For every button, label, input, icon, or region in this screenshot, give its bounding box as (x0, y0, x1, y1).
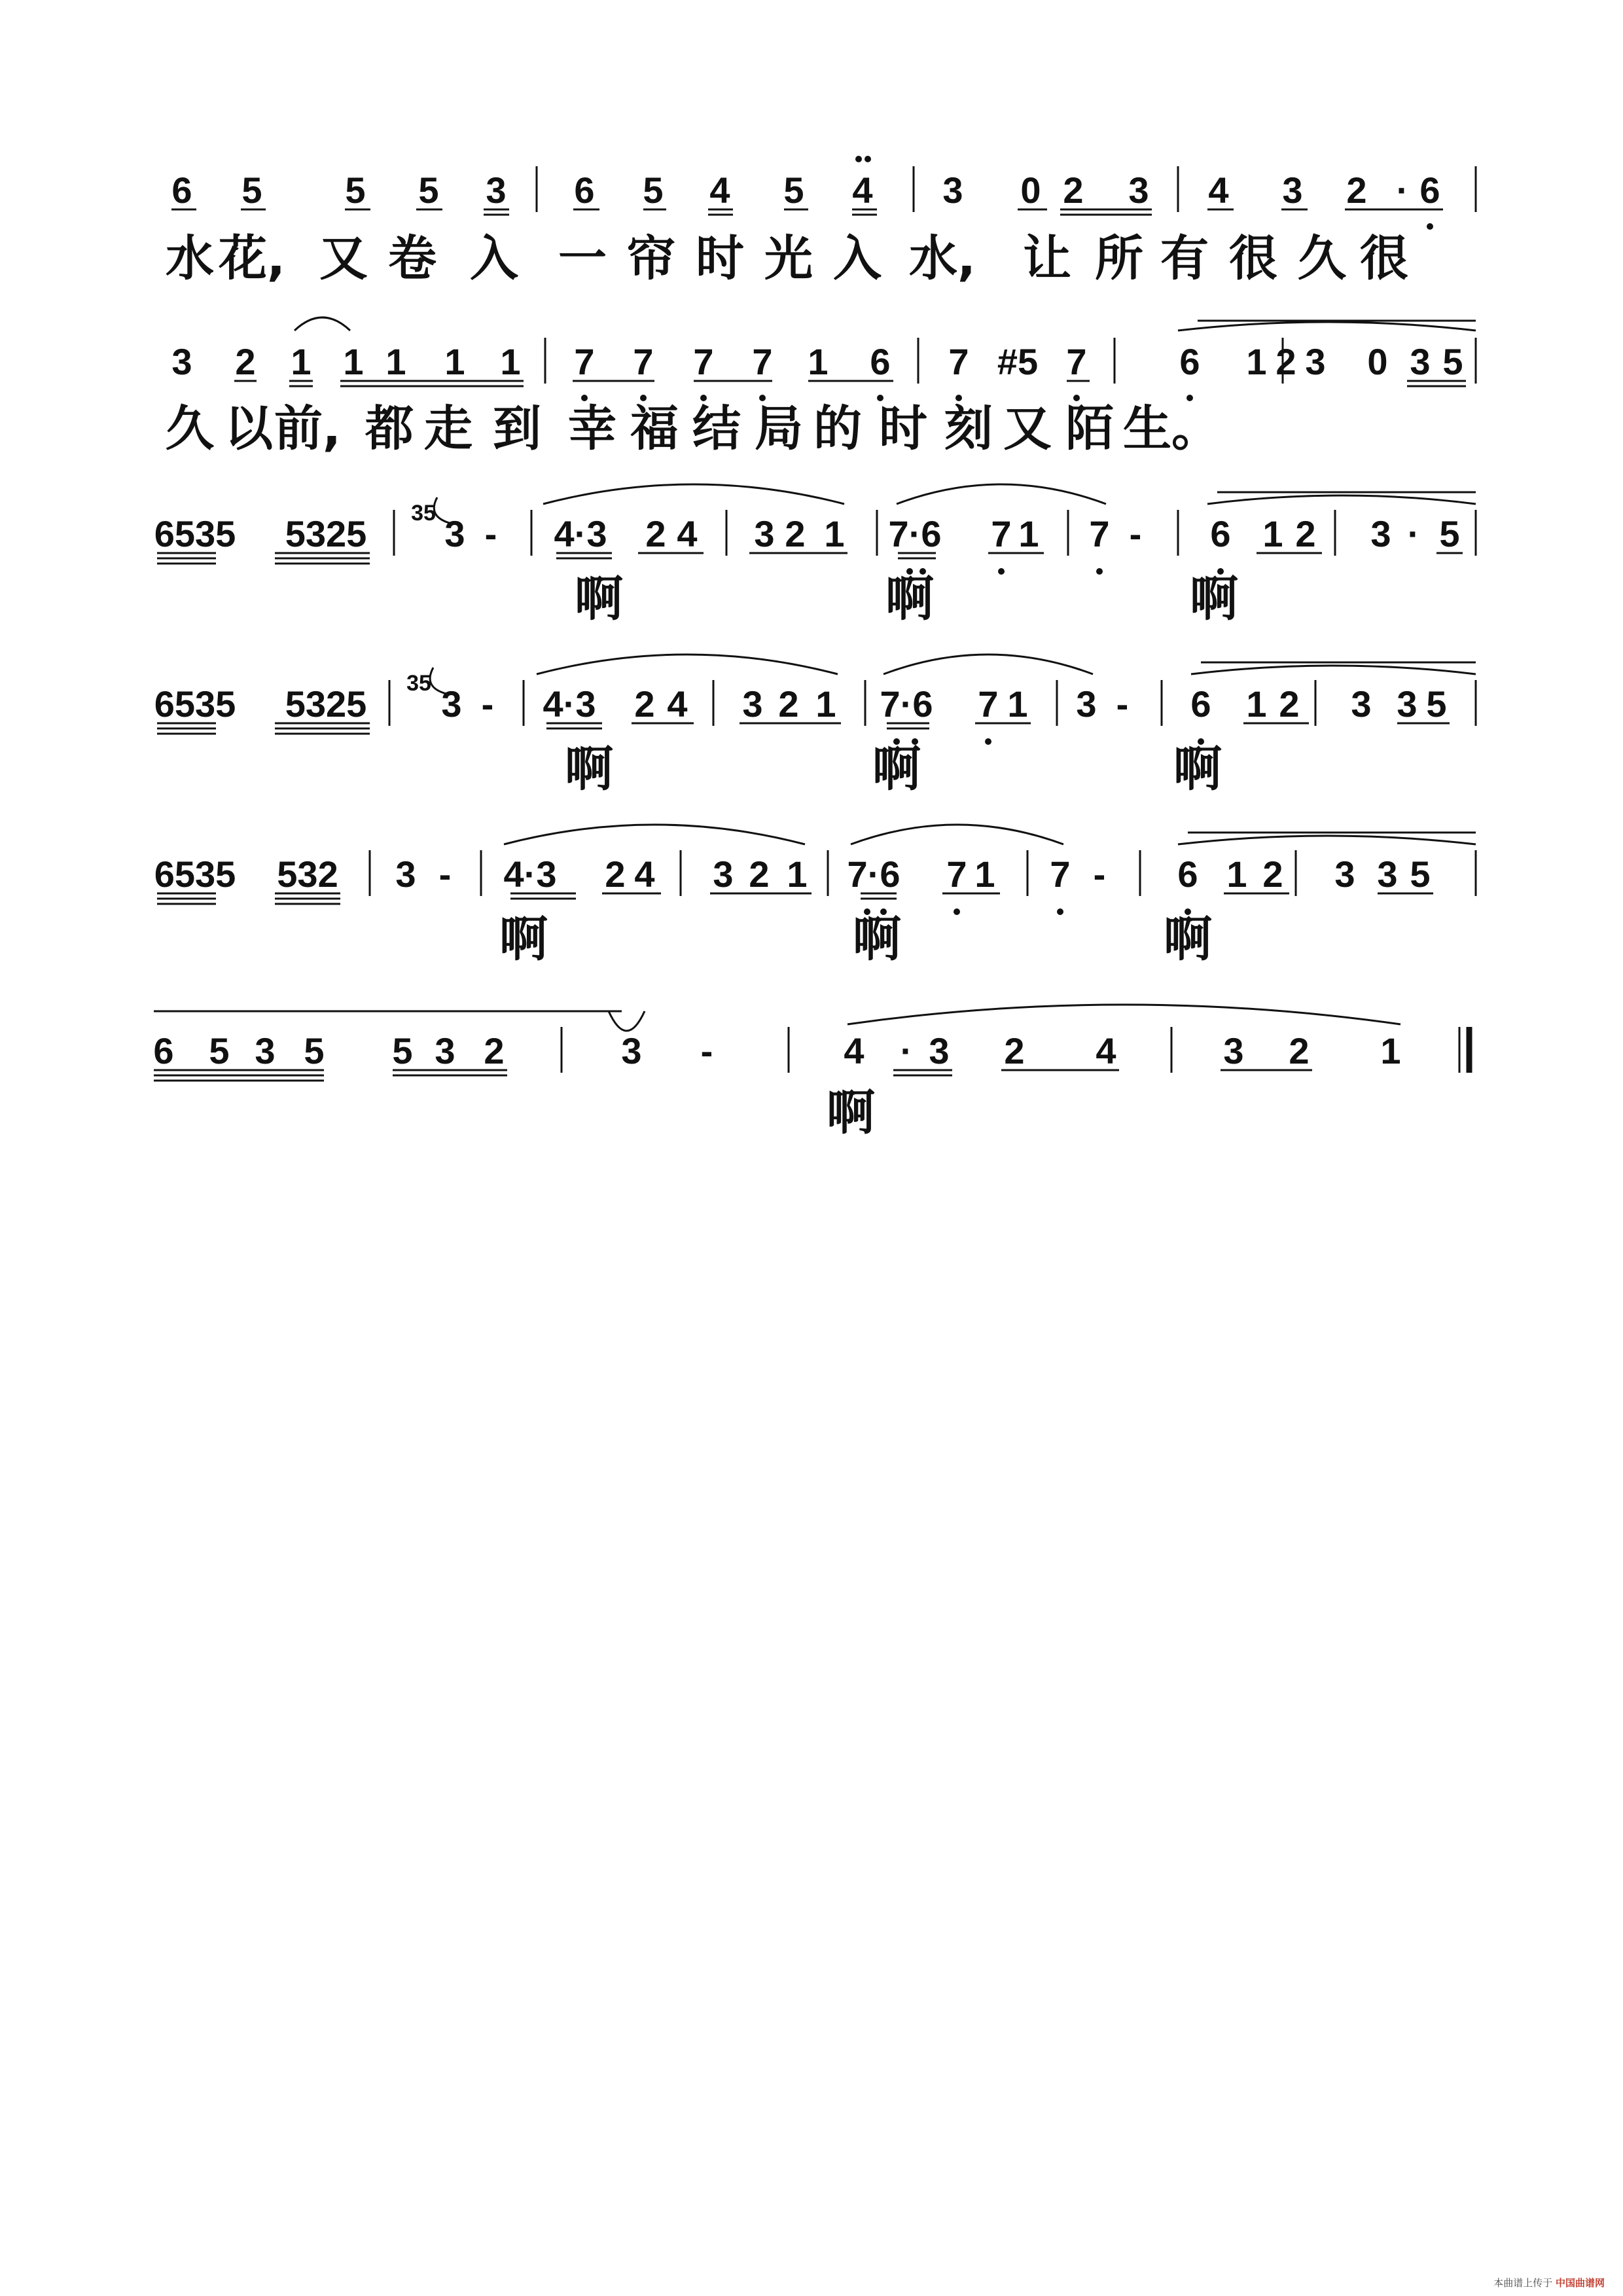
note: 7 (574, 341, 595, 382)
note: 3 (1223, 1030, 1244, 1071)
slur-arc (847, 1005, 1400, 1024)
tie-end (609, 1011, 645, 1031)
note: 3 (1377, 853, 1398, 895)
note: 7 (991, 513, 1012, 554)
site-watermark (1493, 2276, 1605, 2289)
note: 4 (1096, 1030, 1116, 1071)
note: 4·3 (543, 683, 596, 725)
octave-dot-below (985, 738, 991, 745)
lyric-char: 帘 (627, 230, 675, 287)
note: 3 (1397, 683, 1418, 725)
lyric-char: 啊 (853, 911, 901, 967)
note: 1 (1262, 513, 1283, 554)
lyric-char: 水, (908, 230, 976, 287)
lyric-char: 啊 (885, 571, 934, 627)
note: 4 (677, 513, 698, 554)
note: 4 (709, 170, 730, 211)
slur-arc (504, 825, 805, 844)
note: 5 (304, 1030, 325, 1071)
lyric-char: 又 (1003, 401, 1052, 457)
slur-arc (851, 825, 1063, 844)
note: 5 (1426, 683, 1447, 725)
lyric-char: 很 (1360, 230, 1408, 287)
note: 1 (343, 341, 364, 382)
note: 6 (1190, 683, 1211, 725)
note: 6535 (154, 513, 236, 554)
note: 4·3 (503, 853, 557, 895)
lyric-char: 啊 (575, 571, 623, 627)
note: 0 (1020, 170, 1041, 211)
note: - (481, 683, 494, 725)
lyric-char: 一 (558, 230, 607, 287)
note: 1 (1007, 683, 1028, 725)
note: 1 (291, 341, 312, 382)
note: 7 (946, 853, 967, 895)
note: 6 (1419, 170, 1440, 211)
note: 7 (1066, 341, 1087, 382)
note: 5 (1439, 513, 1460, 554)
note: 6 (1210, 513, 1231, 554)
dot-above (865, 156, 871, 162)
note: 5 (643, 170, 664, 211)
lyric-char: 走 (424, 401, 473, 457)
note: 2 (785, 513, 806, 554)
note: 2 (605, 853, 626, 895)
note: 2 (1275, 341, 1296, 382)
note: 1 (815, 683, 836, 725)
note: 2 (235, 341, 256, 382)
note: 7 (1050, 853, 1071, 895)
note: 4 (667, 683, 688, 725)
lyric-char: 啊 (872, 741, 921, 797)
lyric-char: 陌 (1065, 401, 1114, 457)
lyric-char: 以 (224, 401, 273, 457)
lyric-char: 久 (1298, 230, 1346, 287)
slur-arc (1191, 666, 1476, 674)
note: 2 (1279, 683, 1300, 725)
note: 2 (1295, 513, 1316, 554)
note: 4 (852, 170, 873, 211)
note: 1 (1226, 853, 1247, 895)
note: 6 (870, 341, 891, 382)
lyric-char: 结 (692, 401, 741, 457)
lyric-char: 卷 (388, 230, 437, 287)
lyric-char: 的 (813, 401, 862, 457)
lyric-char: 又 (319, 230, 368, 287)
note: 1 (444, 341, 465, 382)
note: 6 (574, 170, 595, 211)
note: 5 (418, 170, 439, 211)
lyric-char: 啊 (1164, 911, 1212, 967)
note: 7·6 (888, 513, 942, 554)
note: 7 (752, 341, 773, 382)
note: 1 (1246, 341, 1267, 382)
note: 3 (942, 170, 963, 211)
note: #5 (997, 341, 1039, 382)
lyric-char: 所 (1095, 230, 1143, 287)
octave-dot-below (1057, 908, 1063, 915)
note: 3 (1410, 341, 1431, 382)
note: · (900, 1030, 913, 1071)
lyric-char: 久 (166, 401, 214, 457)
note: 2 (1289, 1030, 1310, 1071)
lyric-char: 入 (833, 230, 882, 287)
note: 5 (392, 1030, 413, 1071)
slur-arc (883, 655, 1093, 674)
note: · (1396, 170, 1409, 211)
lyric-char: 啊 (565, 741, 613, 797)
lyric-char: 前, (274, 401, 342, 457)
note: 3 (1128, 170, 1149, 211)
note: 7·6 (847, 853, 901, 895)
lyric-char: 花, (218, 230, 286, 287)
upload-text: 本曲谱上传于 (1493, 2277, 1553, 2289)
lyric-char: 刻 (944, 401, 993, 457)
note: 6 (1177, 853, 1198, 895)
note: 6535 (154, 683, 236, 725)
note: 5 (345, 170, 366, 211)
lyric-char: 很 (1229, 230, 1277, 287)
lyric-char: 水 (166, 230, 214, 287)
note: 4 (1208, 170, 1229, 211)
note: 1 (787, 853, 808, 895)
note: 1 (385, 341, 406, 382)
note: 2 (1004, 1030, 1025, 1071)
site-logo: 中国曲谱网 (1555, 2277, 1605, 2289)
note: 6535 (154, 853, 236, 895)
note: 3 (621, 1030, 642, 1071)
octave-dot-below (1427, 223, 1433, 230)
note: 3 (441, 683, 462, 725)
slur-arc (294, 317, 350, 331)
note: 5 (1442, 341, 1463, 382)
lyric-char: 啊 (1173, 741, 1222, 797)
note: 2 (1346, 170, 1367, 211)
note: 3 (1370, 513, 1391, 554)
octave-dot-below (1096, 568, 1103, 575)
octave-dot-below (998, 568, 1005, 575)
note: - (1129, 513, 1142, 554)
note: 1 (824, 513, 845, 554)
note: 3 (171, 341, 192, 382)
note: 0 (1367, 341, 1388, 382)
note: - (700, 1030, 713, 1071)
slur-arc (1178, 322, 1476, 331)
note: 2 (1262, 853, 1283, 895)
slur-arc (897, 484, 1106, 504)
note: 3 (255, 1030, 276, 1071)
note: 3 (486, 170, 507, 211)
note: 5 (209, 1030, 230, 1071)
note: 7 (1089, 513, 1110, 554)
grace-notes: 35 (406, 671, 431, 696)
note: 1 (1018, 513, 1039, 554)
lyric-char: 时 (696, 230, 744, 287)
lyric-char: 入 (470, 230, 518, 287)
octave-dot-below (954, 908, 960, 915)
note: 7 (693, 341, 714, 382)
note: 2 (749, 853, 770, 895)
note: - (484, 513, 497, 554)
note: 5325 (285, 513, 367, 554)
note: 3 (435, 1030, 455, 1071)
note: 3 (395, 853, 416, 895)
lyric-char: 啊 (827, 1085, 875, 1141)
note: 3 (713, 853, 734, 895)
lyric-char: 到 (493, 401, 541, 457)
note: 7 (633, 341, 654, 382)
note: · (1407, 513, 1420, 554)
lyric-char: 局 (755, 401, 803, 457)
note: 2 (484, 1030, 505, 1071)
note: 3 (1282, 170, 1303, 211)
note: 2 (1063, 170, 1084, 211)
note: 3 (1334, 853, 1355, 895)
note: 3 (742, 683, 763, 725)
slur-arc (1207, 495, 1476, 504)
note: 2 (634, 683, 655, 725)
note: 4 (634, 853, 655, 895)
note: 3 (1351, 683, 1372, 725)
note: 3 (1305, 341, 1326, 382)
lyric-char: 啊 (499, 911, 548, 967)
lyric-char: 啊 (1190, 571, 1238, 627)
note: 6 (171, 170, 192, 211)
note: 532 (277, 853, 338, 895)
dot-above (855, 156, 862, 162)
note: 6 (1179, 341, 1200, 382)
note: - (1116, 683, 1129, 725)
note: 4·3 (554, 513, 607, 554)
lyric-char: 幸 (568, 401, 616, 457)
lyric-char: 让 (1023, 230, 1071, 287)
note: 3 (1076, 683, 1097, 725)
slur-arc (537, 655, 838, 674)
note: 1 (1380, 1030, 1401, 1071)
lyric-char: 光 (764, 230, 813, 287)
note: - (438, 853, 452, 895)
note: 7·6 (880, 683, 933, 725)
note: 1 (974, 853, 995, 895)
note: 2 (645, 513, 666, 554)
slur-arc (543, 484, 844, 504)
note: 5325 (285, 683, 367, 725)
note: 4 (844, 1030, 865, 1071)
note: 1 (808, 341, 829, 382)
note: 6 (153, 1030, 174, 1071)
note: 3 (754, 513, 775, 554)
note: 7 (978, 683, 999, 725)
lyric-char: 时 (879, 401, 927, 457)
slur-arc (1178, 836, 1476, 844)
note: 5 (241, 170, 262, 211)
note: 1 (500, 341, 521, 382)
note: 7 (948, 341, 969, 382)
note: - (1093, 853, 1106, 895)
note: 3 (444, 513, 465, 554)
grace-notes: 35 (411, 501, 436, 526)
note: 1 (1246, 683, 1267, 725)
note: 2 (778, 683, 799, 725)
lyric-char: 生。 (1123, 401, 1220, 457)
lyric-char: 都 (365, 401, 414, 457)
lyric-char: 福 (630, 401, 679, 457)
note: 3 (929, 1030, 950, 1071)
note: 5 (783, 170, 804, 211)
lyric-char: 有 (1160, 230, 1209, 287)
note: 5 (1410, 853, 1431, 895)
